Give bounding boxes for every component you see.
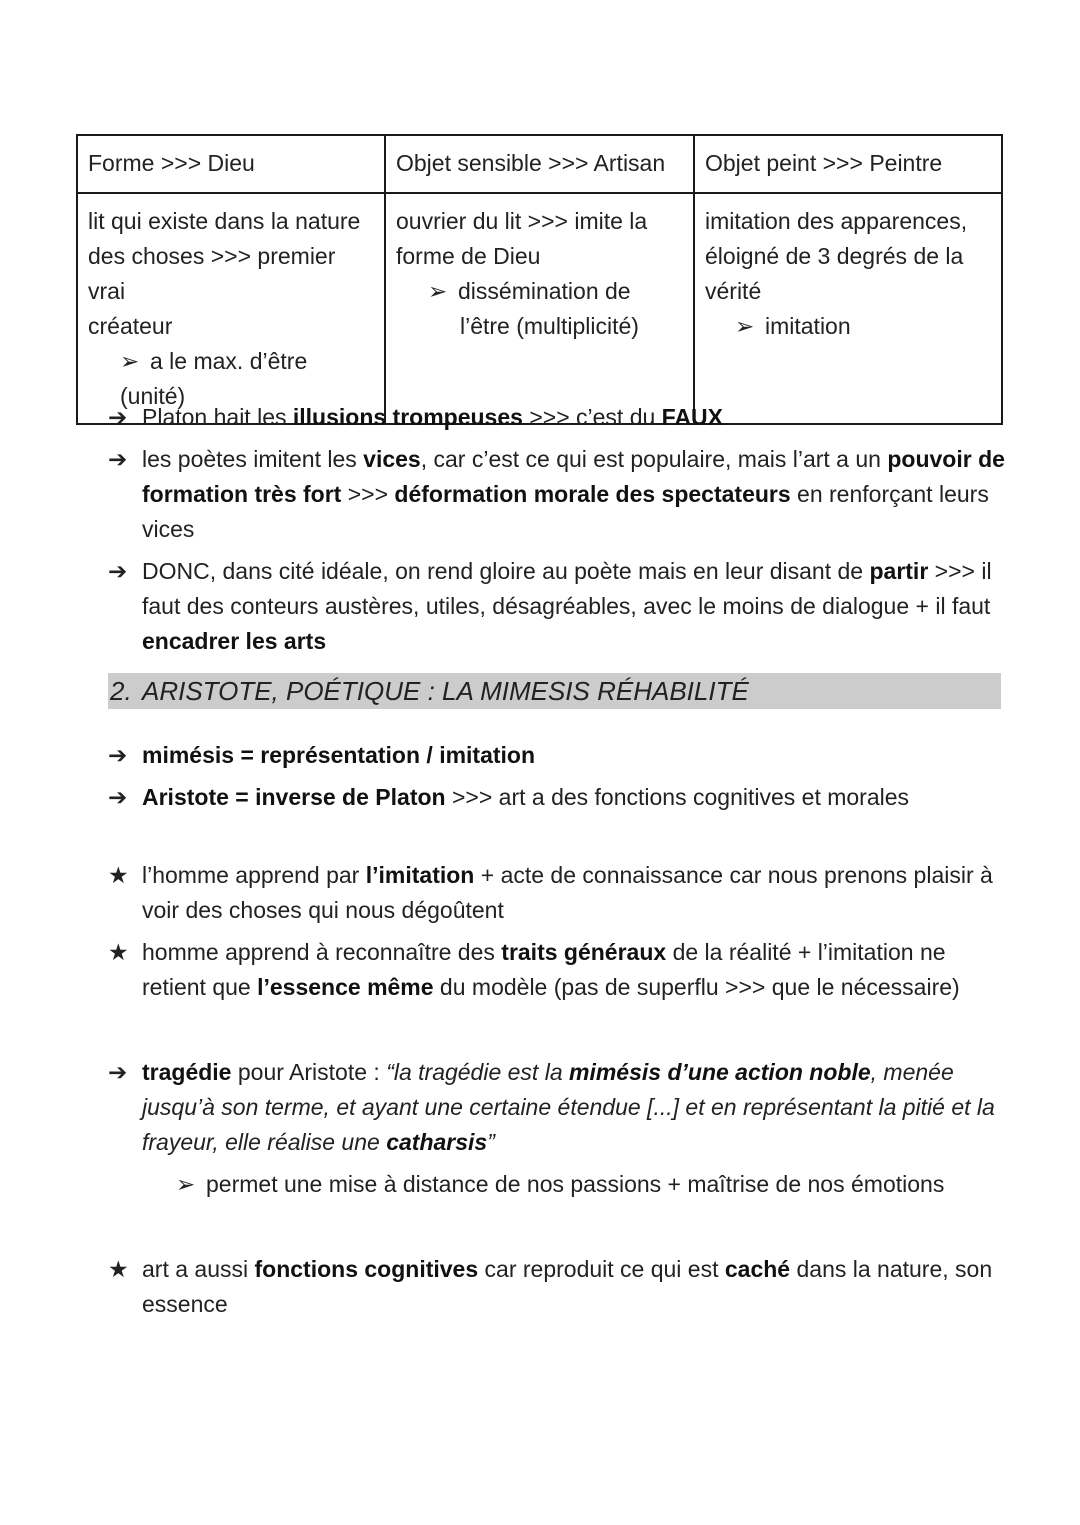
cell-line: vérité xyxy=(705,278,762,304)
bold-text: traits généraux xyxy=(501,939,667,965)
star-points xyxy=(108,858,1008,1005)
cell-line: lit qui existe dans la nature xyxy=(88,208,361,234)
text: en renforçant leurs vices xyxy=(142,481,989,542)
list-item xyxy=(108,738,1008,773)
bold-text: vices xyxy=(363,446,421,472)
cell-subpoint xyxy=(705,309,992,344)
subpoint-text: permet une mise à distance de nos passions + maîtrise de nos émotions xyxy=(206,1171,945,1197)
text: Platon hait les xyxy=(142,404,293,430)
list-item xyxy=(108,554,1008,659)
text: du modèle (pas de superflu >>> que le nécessaire) xyxy=(433,974,960,1000)
cell-subpoint xyxy=(396,274,684,309)
text: DONC, dans cité idéale, on rend gloire au poète mais en leur disant de xyxy=(142,558,870,584)
arrow-icon: ➔ xyxy=(108,404,128,430)
table-header-cell: Objet peint >>> Peintre xyxy=(694,135,1002,193)
bold-text: l’imitation xyxy=(365,862,475,888)
text: dans la nature, son essence xyxy=(142,1256,993,1317)
cell-line: éloigné de 3 degrés de la xyxy=(705,243,964,269)
text: , car c’est ce qui est populaire, mais l’art a un xyxy=(420,446,888,472)
text: pour Aristote : xyxy=(231,1059,387,1085)
heading-text: ARISTOTE, POÉTIQUE : LA MIMESIS RÉHABILITÉ xyxy=(142,676,749,706)
table-header-row xyxy=(77,135,1002,193)
text: de la réalité + l’imitation ne retient que xyxy=(142,939,946,1000)
comparison-table xyxy=(76,134,1003,425)
quote-text: ” xyxy=(487,1129,495,1155)
arrow-icon: ➔ xyxy=(108,446,128,472)
arrow-icon: ➔ xyxy=(108,1059,128,1085)
text: >>> il faut des conteurs austères, utiles, désagréables, avec le moins de dialogue + il faut xyxy=(142,558,992,619)
text: art a aussi xyxy=(142,1256,255,1282)
bold-text: illusions trompeuses xyxy=(292,404,523,430)
section-heading xyxy=(108,673,1001,709)
quote-text: “la tragédie est la xyxy=(386,1059,570,1085)
subpoint-text: dissémination de xyxy=(458,278,631,304)
subpoint-text: imitation xyxy=(765,313,851,339)
cell-line: des choses >>> premier vrai xyxy=(88,243,336,304)
chevron-icon: ➢ xyxy=(428,278,448,304)
bold-text: partir xyxy=(869,558,929,584)
table-cell-forme xyxy=(77,193,385,424)
bold-text: fonctions cognitives xyxy=(254,1256,479,1282)
bold-text: FAUX xyxy=(661,404,724,430)
chevron-icon: ➢ xyxy=(120,348,140,374)
text: l’homme apprend par xyxy=(142,862,366,888)
subpoint-text: l’être (multiplicité) xyxy=(460,313,639,339)
chevron-icon: ➢ xyxy=(735,313,755,339)
bold-text: encadrer les arts xyxy=(142,628,327,654)
bold-text: mimésis = représentation / imitation xyxy=(142,742,536,768)
subpoint-text: a le max. d’être (unité) xyxy=(120,348,308,409)
list-item xyxy=(108,858,1008,928)
arrow-icon: ➔ xyxy=(108,784,128,810)
star-icon: ★ xyxy=(108,939,129,965)
bold-text: pouvoir de formation très fort xyxy=(142,446,1005,507)
bold-quote-text: catharsis xyxy=(386,1129,488,1155)
arrow-icon: ➔ xyxy=(108,558,128,584)
text: >>> xyxy=(341,481,395,507)
star-point-final xyxy=(108,1252,1008,1322)
arrow-icon: ➔ xyxy=(108,742,128,768)
text: car reproduit ce qui est xyxy=(478,1256,725,1282)
bold-text: l’essence même xyxy=(257,974,434,1000)
bold-text: Aristote = inverse de Platon xyxy=(142,784,446,810)
list-item xyxy=(108,1055,1008,1160)
text: + acte de connaissance car nous prenons plaisir à voir des choses qui nous dégoûtent xyxy=(142,862,993,923)
list-item xyxy=(108,1252,1008,1322)
tragedie-subpoint xyxy=(176,1167,944,1202)
tragedie-point xyxy=(108,1055,1008,1160)
star-icon: ★ xyxy=(108,862,129,888)
cell-line: forme de Dieu xyxy=(396,243,541,269)
cell-line: créateur xyxy=(88,313,173,339)
star-icon: ★ xyxy=(108,1256,129,1282)
table-cell-objet-peint xyxy=(694,193,1002,424)
chevron-icon: ➢ xyxy=(176,1171,196,1197)
list-item xyxy=(108,400,1008,435)
text: >>> c’est du xyxy=(522,404,662,430)
list-item xyxy=(108,780,1008,815)
text: les poètes imitent les xyxy=(142,446,364,472)
cell-line: ouvrier du lit >>> imite la xyxy=(396,208,648,234)
platon-points xyxy=(108,400,1008,659)
list-item xyxy=(108,442,1008,547)
text: homme apprend à reconnaître des xyxy=(142,939,502,965)
table-cell-objet-sensible xyxy=(385,193,694,424)
quote-text: , menée jusqu’à son terme, et ayant une certaine étendue [...] et en représentant la pitié et la frayeur, elle réalise une xyxy=(142,1059,995,1155)
bold-text: caché xyxy=(724,1256,791,1282)
list-item xyxy=(108,935,1008,1005)
table-header-cell: Objet sensible >>> Artisan xyxy=(385,135,694,193)
table-header-cell: Forme >>> Dieu xyxy=(77,135,385,193)
bold-quote-text: mimésis d’une action noble xyxy=(569,1059,871,1085)
aristote-points xyxy=(108,738,1008,815)
table-row xyxy=(77,193,1002,424)
text: >>> art a des fonctions cognitives et morales xyxy=(445,784,910,810)
bold-text: tragédie xyxy=(142,1059,232,1085)
heading-number: 2. xyxy=(110,676,132,706)
cell-line: imitation des apparences, xyxy=(705,208,968,234)
bold-text: déformation morale des spectateurs xyxy=(394,481,791,507)
